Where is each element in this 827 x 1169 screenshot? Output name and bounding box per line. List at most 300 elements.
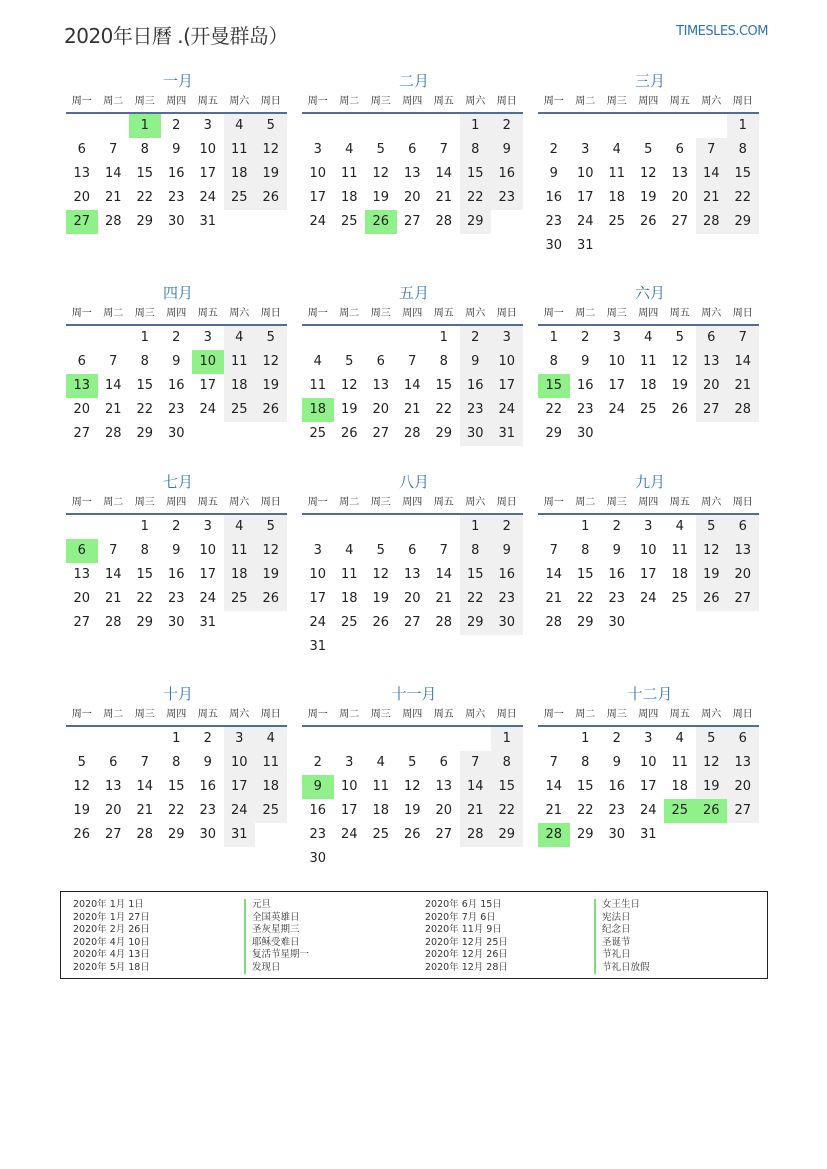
day-cell[interactable]: 19 [255,374,287,398]
day-cell[interactable]: 4 [224,326,256,350]
day-cell[interactable]: 27 [403,214,421,229]
day-cell[interactable]: 18 [255,775,287,799]
day-cell[interactable]: 14 [104,166,122,181]
day-cell[interactable]: 11 [255,751,287,775]
day-cell[interactable]: 29 [576,615,594,630]
day-cell[interactable]: 25 [309,426,327,441]
day-cell[interactable]: 27 [73,615,91,630]
day-cell[interactable]: 1 [460,114,492,138]
day-cell[interactable]: 2 [491,515,523,539]
day-cell[interactable]: 4 [224,114,256,138]
day-cell[interactable]: 12 [340,378,358,393]
day-cell[interactable]: 26 [340,426,358,441]
day-cell[interactable]: 23 [167,402,185,417]
day-cell[interactable]: 2 [172,118,181,133]
day-cell[interactable]: 11 [608,166,626,181]
day-cell[interactable]: 18 [671,567,689,582]
day-cell[interactable]: 22 [576,803,594,818]
day-cell[interactable]: 28 [403,426,421,441]
day-cell[interactable]: 12 [639,166,657,181]
day-cell[interactable]: 17 [491,374,523,398]
day-cell[interactable]: 2 [581,330,590,345]
day-cell[interactable]: 30 [167,615,185,630]
day-cell[interactable]: 11 [224,138,256,162]
day-cell[interactable]: 25 [224,587,256,611]
day-cell[interactable]: 16 [608,779,626,794]
day-cell[interactable]: 4 [644,330,653,345]
day-cell[interactable]: 24 [608,402,626,417]
day-cell-holiday[interactable]: 18 [302,398,334,422]
day-cell[interactable]: 23 [167,591,185,606]
day-cell[interactable]: 10 [224,751,256,775]
day-cell[interactable]: 27 [73,426,91,441]
day-cell[interactable]: 24 [576,214,594,229]
day-cell[interactable]: 30 [167,214,185,229]
day-cell[interactable]: 16 [167,378,185,393]
day-cell[interactable]: 31 [199,214,217,229]
day-cell[interactable]: 19 [372,591,390,606]
day-cell[interactable]: 7 [460,751,492,775]
day-cell[interactable]: 3 [491,326,523,350]
day-cell[interactable]: 28 [460,823,492,847]
day-cell[interactable]: 22 [727,186,759,210]
day-cell-holiday[interactable]: 26 [696,799,728,823]
day-cell[interactable]: 11 [671,543,689,558]
day-cell[interactable]: 12 [372,166,390,181]
day-cell[interactable]: 16 [167,567,185,582]
day-cell[interactable]: 1 [140,519,149,534]
day-cell[interactable]: 19 [255,563,287,587]
day-cell[interactable]: 13 [372,378,390,393]
day-cell[interactable]: 12 [255,539,287,563]
day-cell[interactable]: 5 [696,515,728,539]
day-cell[interactable]: 19 [255,162,287,186]
day-cell[interactable]: 20 [696,374,728,398]
day-cell[interactable]: 5 [255,515,287,539]
day-cell[interactable]: 1 [549,330,558,345]
day-cell[interactable]: 5 [696,727,728,751]
day-cell[interactable]: 26 [696,587,728,611]
day-cell[interactable]: 23 [309,827,327,842]
day-cell[interactable]: 20 [104,803,122,818]
day-cell[interactable]: 23 [576,402,594,417]
day-cell[interactable]: 13 [727,539,759,563]
day-cell-holiday[interactable]: 15 [538,374,570,398]
day-cell[interactable]: 3 [224,727,256,751]
day-cell[interactable]: 27 [104,827,122,842]
day-cell[interactable]: 21 [696,186,728,210]
day-cell[interactable]: 28 [104,615,122,630]
day-cell[interactable]: 23 [608,591,626,606]
day-cell[interactable]: 12 [696,751,728,775]
day-cell[interactable]: 6 [109,755,118,770]
day-cell[interactable]: 30 [608,827,626,842]
day-cell[interactable]: 7 [439,142,448,157]
day-cell[interactable]: 26 [403,827,421,842]
day-cell[interactable]: 2 [203,731,212,746]
day-cell[interactable]: 21 [545,803,563,818]
day-cell[interactable]: 24 [309,615,327,630]
day-cell[interactable]: 10 [491,350,523,374]
day-cell[interactable]: 31 [639,827,657,842]
day-cell[interactable]: 4 [313,354,322,369]
day-cell[interactable]: 1 [460,515,492,539]
day-cell[interactable]: 15 [576,567,594,582]
day-cell[interactable]: 29 [435,426,453,441]
day-cell[interactable]: 18 [224,374,256,398]
day-cell[interactable]: 5 [345,354,354,369]
day-cell[interactable]: 24 [199,402,217,417]
day-cell[interactable]: 9 [612,755,621,770]
day-cell[interactable]: 19 [73,803,91,818]
day-cell[interactable]: 4 [675,519,684,534]
day-cell[interactable]: 8 [140,543,149,558]
day-cell[interactable]: 19 [696,775,728,799]
day-cell[interactable]: 8 [172,755,181,770]
day-cell[interactable]: 2 [313,755,322,770]
day-cell[interactable]: 22 [136,190,154,205]
day-cell[interactable]: 16 [576,378,594,393]
day-cell[interactable]: 2 [612,731,621,746]
day-cell[interactable]: 22 [460,587,492,611]
day-cell[interactable]: 29 [576,827,594,842]
day-cell[interactable]: 4 [345,543,354,558]
day-cell[interactable]: 12 [372,567,390,582]
day-cell[interactable]: 12 [696,539,728,563]
day-cell[interactable]: 20 [403,591,421,606]
day-cell[interactable]: 9 [172,142,181,157]
day-cell[interactable]: 7 [549,755,558,770]
day-cell[interactable]: 17 [576,190,594,205]
day-cell[interactable]: 19 [639,190,657,205]
day-cell[interactable]: 5 [376,543,385,558]
day-cell[interactable]: 24 [639,591,657,606]
day-cell[interactable]: 13 [727,751,759,775]
day-cell[interactable]: 7 [408,354,417,369]
day-cell[interactable]: 29 [545,426,563,441]
day-cell[interactable]: 5 [408,755,417,770]
day-cell[interactable]: 28 [727,398,759,422]
day-cell[interactable]: 27 [727,799,759,823]
day-cell[interactable]: 6 [727,515,759,539]
day-cell[interactable]: 6 [77,142,86,157]
day-cell[interactable]: 7 [727,326,759,350]
day-cell[interactable]: 8 [581,543,590,558]
day-cell[interactable]: 16 [491,162,523,186]
day-cell[interactable]: 25 [372,827,390,842]
day-cell[interactable]: 20 [671,190,689,205]
day-cell[interactable]: 5 [255,114,287,138]
day-cell[interactable]: 28 [435,214,453,229]
day-cell[interactable]: 31 [224,823,256,847]
day-cell[interactable]: 12 [671,354,689,369]
day-cell[interactable]: 22 [435,402,453,417]
day-cell[interactable]: 5 [255,326,287,350]
day-cell[interactable]: 3 [203,118,212,133]
day-cell[interactable]: 14 [403,378,421,393]
day-cell[interactable]: 8 [727,138,759,162]
day-cell-holiday[interactable]: 28 [538,823,570,847]
day-cell[interactable]: 15 [460,563,492,587]
day-cell[interactable]: 11 [309,378,327,393]
day-cell[interactable]: 10 [639,755,657,770]
day-cell[interactable]: 23 [491,587,523,611]
day-cell[interactable]: 23 [491,186,523,210]
day-cell[interactable]: 29 [167,827,185,842]
day-cell[interactable]: 22 [576,591,594,606]
day-cell[interactable]: 3 [203,330,212,345]
day-cell-holiday[interactable]: 6 [66,539,98,563]
day-cell[interactable]: 25 [340,615,358,630]
day-cell[interactable]: 3 [313,142,322,157]
day-cell[interactable]: 18 [340,190,358,205]
day-cell[interactable]: 30 [608,615,626,630]
day-cell[interactable]: 20 [727,563,759,587]
day-cell[interactable]: 5 [675,330,684,345]
day-cell[interactable]: 18 [224,162,256,186]
day-cell[interactable]: 15 [136,166,154,181]
day-cell[interactable]: 29 [460,210,492,234]
day-cell[interactable]: 20 [73,190,91,205]
day-cell-holiday[interactable]: 25 [664,799,696,823]
day-cell[interactable]: 21 [435,190,453,205]
day-cell[interactable]: 8 [140,354,149,369]
day-cell[interactable]: 30 [167,426,185,441]
day-cell[interactable]: 8 [460,138,492,162]
day-cell[interactable]: 12 [403,779,421,794]
day-cell[interactable]: 28 [104,426,122,441]
day-cell[interactable]: 24 [309,214,327,229]
day-cell[interactable]: 6 [675,142,684,157]
day-cell[interactable]: 3 [581,142,590,157]
day-cell[interactable]: 10 [199,142,217,157]
day-cell[interactable]: 6 [696,326,728,350]
day-cell[interactable]: 16 [460,374,492,398]
day-cell[interactable]: 6 [77,354,86,369]
day-cell[interactable]: 29 [136,615,154,630]
day-cell[interactable]: 23 [460,398,492,422]
day-cell[interactable]: 30 [491,611,523,635]
day-cell[interactable]: 10 [639,543,657,558]
day-cell[interactable]: 10 [608,354,626,369]
day-cell[interactable]: 15 [435,378,453,393]
day-cell[interactable]: 15 [491,775,523,799]
day-cell[interactable]: 13 [73,567,91,582]
day-cell[interactable]: 18 [608,190,626,205]
day-cell[interactable]: 2 [612,519,621,534]
day-cell[interactable]: 23 [167,190,185,205]
day-cell[interactable]: 17 [199,166,217,181]
day-cell[interactable]: 3 [612,330,621,345]
day-cell[interactable]: 10 [309,166,327,181]
day-cell-holiday[interactable]: 1 [129,114,161,138]
day-cell[interactable]: 24 [224,799,256,823]
day-cell[interactable]: 4 [224,515,256,539]
day-cell[interactable]: 14 [435,567,453,582]
day-cell[interactable]: 21 [104,402,122,417]
day-cell[interactable]: 17 [309,190,327,205]
day-cell[interactable]: 23 [608,803,626,818]
day-cell[interactable]: 19 [403,803,421,818]
day-cell[interactable]: 27 [372,426,390,441]
day-cell[interactable]: 1 [581,519,590,534]
day-cell[interactable]: 31 [576,238,594,253]
day-cell[interactable]: 24 [639,803,657,818]
day-cell[interactable]: 9 [460,350,492,374]
day-cell[interactable]: 17 [309,591,327,606]
day-cell[interactable]: 28 [104,214,122,229]
day-cell[interactable]: 7 [439,543,448,558]
day-cell[interactable]: 13 [73,166,91,181]
day-cell[interactable]: 6 [376,354,385,369]
day-cell[interactable]: 2 [491,114,523,138]
day-cell[interactable]: 31 [309,639,327,654]
day-cell[interactable]: 21 [136,803,154,818]
day-cell[interactable]: 9 [549,166,558,181]
day-cell[interactable]: 15 [727,162,759,186]
day-cell[interactable]: 26 [255,186,287,210]
day-cell[interactable]: 12 [255,138,287,162]
day-cell[interactable]: 14 [545,567,563,582]
day-cell[interactable]: 16 [608,567,626,582]
day-cell[interactable]: 8 [491,751,523,775]
day-cell[interactable]: 5 [644,142,653,157]
day-cell[interactable]: 28 [545,615,563,630]
day-cell[interactable]: 7 [109,142,118,157]
day-cell[interactable]: 10 [340,779,358,794]
day-cell[interactable]: 25 [224,186,256,210]
day-cell[interactable]: 1 [491,727,523,751]
day-cell[interactable]: 11 [224,350,256,374]
day-cell-holiday[interactable]: 13 [66,374,98,398]
day-cell[interactable]: 9 [491,539,523,563]
day-cell[interactable]: 16 [491,563,523,587]
day-cell[interactable]: 28 [136,827,154,842]
day-cell[interactable]: 17 [224,775,256,799]
day-cell[interactable]: 2 [172,519,181,534]
site-name[interactable]: TIMESLES.COM [676,24,768,39]
day-cell[interactable]: 7 [140,755,149,770]
day-cell[interactable]: 27 [403,615,421,630]
day-cell[interactable]: 30 [460,422,492,446]
day-cell[interactable]: 26 [255,398,287,422]
day-cell[interactable]: 22 [545,402,563,417]
day-cell[interactable]: 29 [136,426,154,441]
day-cell[interactable]: 3 [644,519,653,534]
day-cell[interactable]: 7 [549,543,558,558]
day-cell[interactable]: 11 [639,354,657,369]
day-cell[interactable]: 16 [545,190,563,205]
day-cell[interactable]: 20 [403,190,421,205]
day-cell[interactable]: 9 [203,755,212,770]
day-cell[interactable]: 16 [199,779,217,794]
day-cell[interactable]: 26 [372,615,390,630]
day-cell[interactable]: 9 [491,138,523,162]
day-cell[interactable]: 29 [727,210,759,234]
day-cell[interactable]: 24 [491,398,523,422]
day-cell[interactable]: 17 [639,779,657,794]
day-cell[interactable]: 14 [727,350,759,374]
day-cell[interactable]: 3 [203,519,212,534]
day-cell[interactable]: 7 [109,354,118,369]
day-cell[interactable]: 14 [696,162,728,186]
day-cell[interactable]: 18 [224,563,256,587]
day-cell[interactable]: 30 [309,851,327,866]
day-cell[interactable]: 15 [576,779,594,794]
day-cell[interactable]: 23 [545,214,563,229]
day-cell[interactable]: 10 [199,543,217,558]
day-cell[interactable]: 27 [727,587,759,611]
day-cell[interactable]: 17 [639,567,657,582]
day-cell[interactable]: 16 [167,166,185,181]
day-cell[interactable]: 10 [576,166,594,181]
day-cell[interactable]: 20 [372,402,390,417]
day-cell[interactable]: 5 [376,142,385,157]
day-cell[interactable]: 19 [696,563,728,587]
day-cell[interactable]: 13 [403,166,421,181]
day-cell[interactable]: 1 [581,731,590,746]
day-cell[interactable]: 22 [167,803,185,818]
day-cell[interactable]: 13 [696,350,728,374]
day-cell[interactable]: 7 [109,543,118,558]
day-cell[interactable]: 25 [340,214,358,229]
day-cell[interactable]: 4 [345,142,354,157]
day-cell[interactable]: 13 [671,166,689,181]
day-cell[interactable]: 17 [199,567,217,582]
day-cell[interactable]: 11 [671,755,689,770]
day-cell[interactable]: 13 [435,779,453,794]
day-cell[interactable]: 15 [136,567,154,582]
day-cell[interactable]: 18 [639,378,657,393]
day-cell[interactable]: 30 [545,238,563,253]
day-cell[interactable]: 24 [340,827,358,842]
day-cell[interactable]: 14 [104,378,122,393]
day-cell[interactable]: 9 [172,543,181,558]
day-cell[interactable]: 30 [576,426,594,441]
day-cell[interactable]: 22 [491,799,523,823]
day-cell[interactable]: 6 [439,755,448,770]
day-cell[interactable]: 8 [581,755,590,770]
day-cell[interactable]: 9 [612,543,621,558]
day-cell-holiday[interactable]: 27 [66,210,98,234]
day-cell[interactable]: 18 [340,591,358,606]
day-cell[interactable]: 19 [372,190,390,205]
day-cell[interactable]: 2 [172,330,181,345]
day-cell[interactable]: 22 [136,402,154,417]
day-cell[interactable]: 9 [581,354,590,369]
day-cell[interactable]: 26 [671,402,689,417]
day-cell[interactable]: 19 [340,402,358,417]
day-cell[interactable]: 8 [549,354,558,369]
day-cell[interactable]: 5 [77,755,86,770]
day-cell[interactable]: 26 [255,587,287,611]
day-cell[interactable]: 3 [313,543,322,558]
day-cell[interactable]: 8 [460,539,492,563]
day-cell[interactable]: 8 [439,354,448,369]
day-cell[interactable]: 15 [136,378,154,393]
day-cell[interactable]: 11 [372,779,390,794]
day-cell[interactable]: 27 [435,827,453,842]
day-cell[interactable]: 20 [727,775,759,799]
day-cell[interactable]: 3 [345,755,354,770]
day-cell[interactable]: 21 [727,374,759,398]
day-cell-holiday[interactable]: 10 [192,350,224,374]
day-cell[interactable]: 8 [140,142,149,157]
day-cell[interactable]: 17 [340,803,358,818]
day-cell[interactable]: 21 [545,591,563,606]
day-cell[interactable]: 16 [309,803,327,818]
day-cell[interactable]: 28 [696,210,728,234]
